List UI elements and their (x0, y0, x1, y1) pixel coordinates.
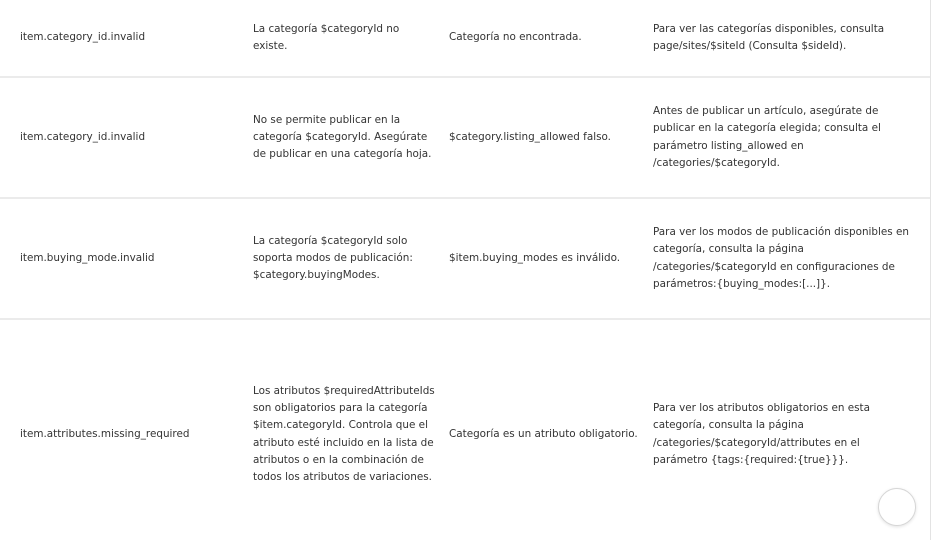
error-cause-cell: $item.buying_modes es inválido. (449, 251, 621, 264)
error-message-cell: La categoría $categoryId solo soporta modos de publicación: $category.buyingModes. (253, 234, 413, 282)
error-code-cell: item.category_id.invalid (20, 31, 146, 44)
error-code-cell: item.attributes.missing_required (20, 427, 190, 440)
error-solution-cell: Para ver los atributos obligatorios en esta categoría, consulta la página /categories/$categoryId/attributes en el parámetro {tags:{required:{true}}}. (653, 402, 870, 466)
error-message-cell: No se permite publicar en la categoría $categoryId. Asegúrate de publicar en una categoría hoja. (253, 113, 432, 161)
error-solution-cell: Para ver las categorías disponibles, consulta page/sites/$siteId (Consulta $sideId). (653, 22, 885, 52)
table-row (0, 319, 930, 540)
table-row (0, 0, 930, 77)
floating-help-button[interactable] (878, 488, 916, 526)
error-message-cell: Los atributos $requiredAttributeIds son obligatorios para la categoría $item.categoryId. Controla que el atributo esté incluido en la lista de atributos o en la combinación de todos los atributos de variaciones. (253, 384, 435, 483)
error-cause-cell: $category.listing_allowed falso. (449, 130, 611, 143)
error-solution-cell: Para ver los modos de publicación disponibles en categoría, consulta la página /categories/$categoryId en configuraciones de parámetros:{buying_modes:[...]}. (653, 226, 909, 290)
error-message-cell: La categoría $categoryId no existe. (253, 22, 400, 52)
error-code-cell: item.buying_mode.invalid (20, 251, 155, 264)
scrollbar-track[interactable] (930, 0, 931, 540)
error-cause-cell: Categoría es un atributo obligatorio. (449, 427, 638, 440)
table-row (0, 198, 930, 319)
error-solution-cell: Antes de publicar un artículo, asegúrate de publicar en la categoría elegida; consulta el parámetro listing_allowed en /categories/$categoryId. (653, 105, 881, 169)
table-row (0, 77, 930, 198)
error-code-cell: item.category_id.invalid (20, 130, 146, 143)
error-cause-cell: Categoría no encontrada. (449, 31, 582, 44)
